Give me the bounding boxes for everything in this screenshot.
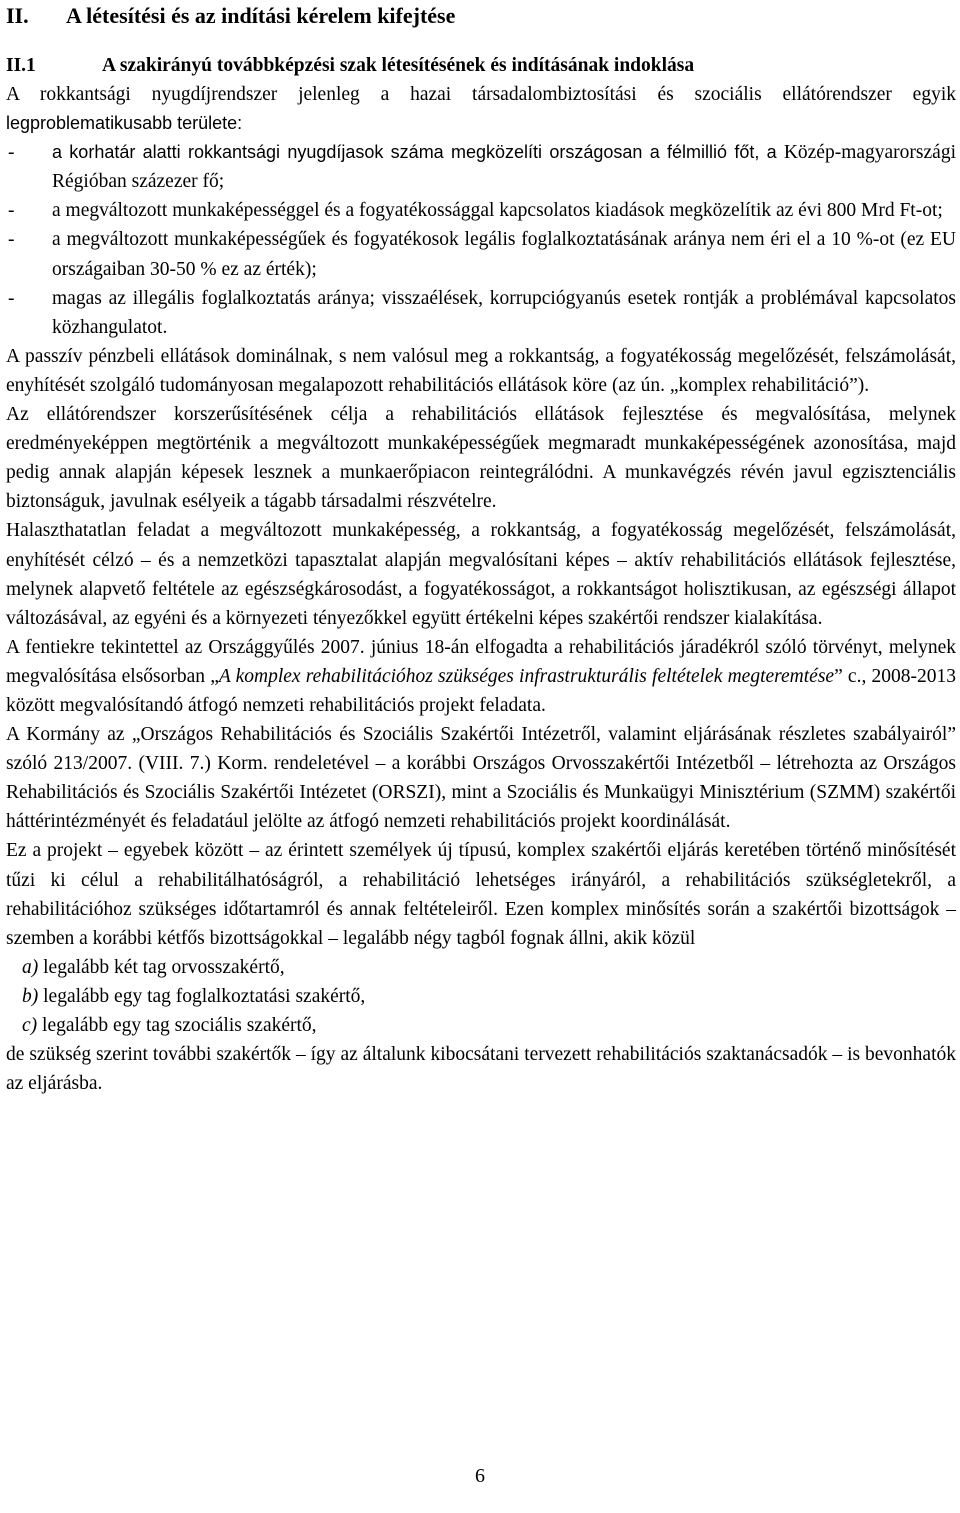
intro-text-part1: A rokkantsági nyugdíjrendszer jelenleg a hazai társadalombiztosítási és szociális ellátórendszer egyik [6, 84, 956, 105]
government-decree-paragraph: A Kormány az „Országos Rehabilitációs és Szociális Szakértői Intézetről, valamint eljárásának részletes szabályairól” szóló 213/2007. (VIII. 7.) Korm. rendeletével – a korábbi Országos Orvosszakértői Intézetből – létrehozta az Országos Rehabilitációs és Szociális Szakértői Intézetet (ORSZI), mint a Szociális és Munkaügyi Minisztérium (SZMM) szakértői háttérintézményét és feladatául jelölte az átfogó nemzeti rehabilitációs projekt koordinálását. [6, 724, 956, 833]
law-paragraph [6, 633, 956, 720]
list-letter: b) [22, 985, 39, 1007]
body-text [6, 80, 956, 1098]
list-dash: - [8, 200, 15, 222]
page-number: 6 [475, 1465, 485, 1487]
list-item-text: a megváltozott munkaképességűek és fogyatékosok legális foglalkoztatásának aránya nem éri el a 10 %-ot (ez EU országaiban 30-50 % ez az érték); [52, 229, 956, 280]
list-dash: - [8, 287, 15, 309]
committee-members-list [6, 953, 956, 1040]
list-item-text: legalább egy tag foglalkoztatási szakértő, [38, 985, 366, 1007]
list-item [22, 982, 956, 1011]
list-item-text [52, 138, 956, 196]
subsection-number: II.1 [6, 55, 36, 76]
list-item [22, 1011, 956, 1040]
list-letter: a) [22, 956, 39, 978]
urgent-task-paragraph: Halaszthatatlan feladat a megváltozott munkaképesség, a rokkantság, a fogyatékosság megelőzését, felszámolását, enyhítését célzó – és a nemzetközi tapasztalat alapján megvalósítani képes – aktív rehabilitációs ellátások fejlesztése, melynek alapvető feltétele az egészségkárosodást, a fogyatékosságot, a rokkantságot holisztikusan, az egészségi állapot változásával, az egyéni és a környezeti tényezőkkel együtt értékelni képes szakértői rendszer kialakítása. [6, 520, 956, 629]
list-item [6, 284, 956, 342]
list-item-text: magas az illegális foglalkoztatás aránya; visszaélések, korrupciógyanús esetek rontják a problémával kapcsolatos közhangulatot. [52, 287, 956, 338]
list-dash: - [8, 142, 15, 164]
list-dash: - [8, 229, 15, 251]
list-letter: c) [22, 1015, 38, 1036]
passive-benefits-paragraph: A passzív pénzbeli ellátások dominálnak, s nem valósul meg a rokkantság, a fogyatékosság megelőzését, felszámolását, enyhítését szolgáló tudományosan megalapozott rehabilitációs ellátások köre (az ún. „komplex rehabilitáció”). [6, 345, 956, 396]
list-item-serif-run: Közép-magyarországi Régióban százezer fő; [52, 142, 956, 193]
section-number: II. [6, 3, 29, 28]
list-item [6, 225, 956, 283]
subsection-title: A szakirányú továbbképzési szak létesítésének és indításának indoklása [102, 55, 695, 76]
subsection-heading [6, 52, 956, 80]
reform-paragraph: Az ellátórendszer korszerűsítésének célja a rehabilitációs ellátások fejlesztése és megvalósítása, melynek eredményeképpen megtörténik a megváltozott munkaképességűek megmaradt munkaképességének azonosítása, majd pedig annak alapján képesek lesznek a munkaerőpiacon reintegrálódni. A munkavégzés révén javul egzisztenciális biztonságuk, javulnak esélyeik a tágabb társadalmi részvételre. [6, 404, 956, 513]
list-item-text: legalább két tag orvosszakértő, [38, 956, 285, 978]
law-text-after: ” c., 2008-2013 között megvalósítandó átfogó nemzeti rehabilitációs projekt feladata. [6, 665, 956, 716]
list-item [6, 196, 956, 225]
project-paragraph: Ez a projekt – egyebek között – az érintett személyek új típusú, komplex szakértői eljárás keretében történő minősítését tűzi ki célul a rehabilitálhatóságról, a rehabilitáció lehetséges irányáról, a rehabilitációs szükségletekről, a rehabilitációhoz szükséges időtartamról és annak feltételeiről. Ezen komplex minősítés során a szakértői bizottságok – szemben a korábbi kétfős bizottságokkal – legalább négy tagból fognak állni, akik közül [6, 840, 956, 949]
closing-paragraph: de szükség szerint további szakértők – így az általunk kibocsátani tervezett rehabilitációs szaktanácsadók – is bevonhatók az eljárásba. [6, 1044, 956, 1095]
list-item-text: legalább egy tag szociális szakértő, [37, 1015, 317, 1036]
list-item-text: a megváltozott munkaképességgel és a fogyatékossággal kapcsolatos kiadások megközelítik az évi 800 Mrd Ft-ot; [52, 200, 943, 222]
problem-list [6, 138, 956, 342]
page-content [6, 2, 956, 1098]
list-item-sans-run: a korhatár alatti rokkantsági nyugdíjasok száma megközelíti országosan a félmillió főt, a [52, 142, 777, 163]
law-project-title: A komplex rehabilitációhoz szükséges infrastrukturális feltételek megteremtése [218, 665, 835, 687]
list-item [22, 953, 956, 982]
section-heading [6, 2, 956, 30]
list-item [6, 138, 956, 196]
law-text-before: A fentiekre tekintettel az Országgyűlés 2007. június 18-án elfogadta a rehabilitációs járadékról szóló törvényt, melynek megvalósítása elsősorban „ [6, 636, 956, 687]
intro-text-part2: legproblematikusabb területe: [6, 113, 243, 134]
intro-paragraph [6, 80, 956, 138]
section-title: A létesítési és az indítási kérelem kifejtése [66, 3, 456, 28]
